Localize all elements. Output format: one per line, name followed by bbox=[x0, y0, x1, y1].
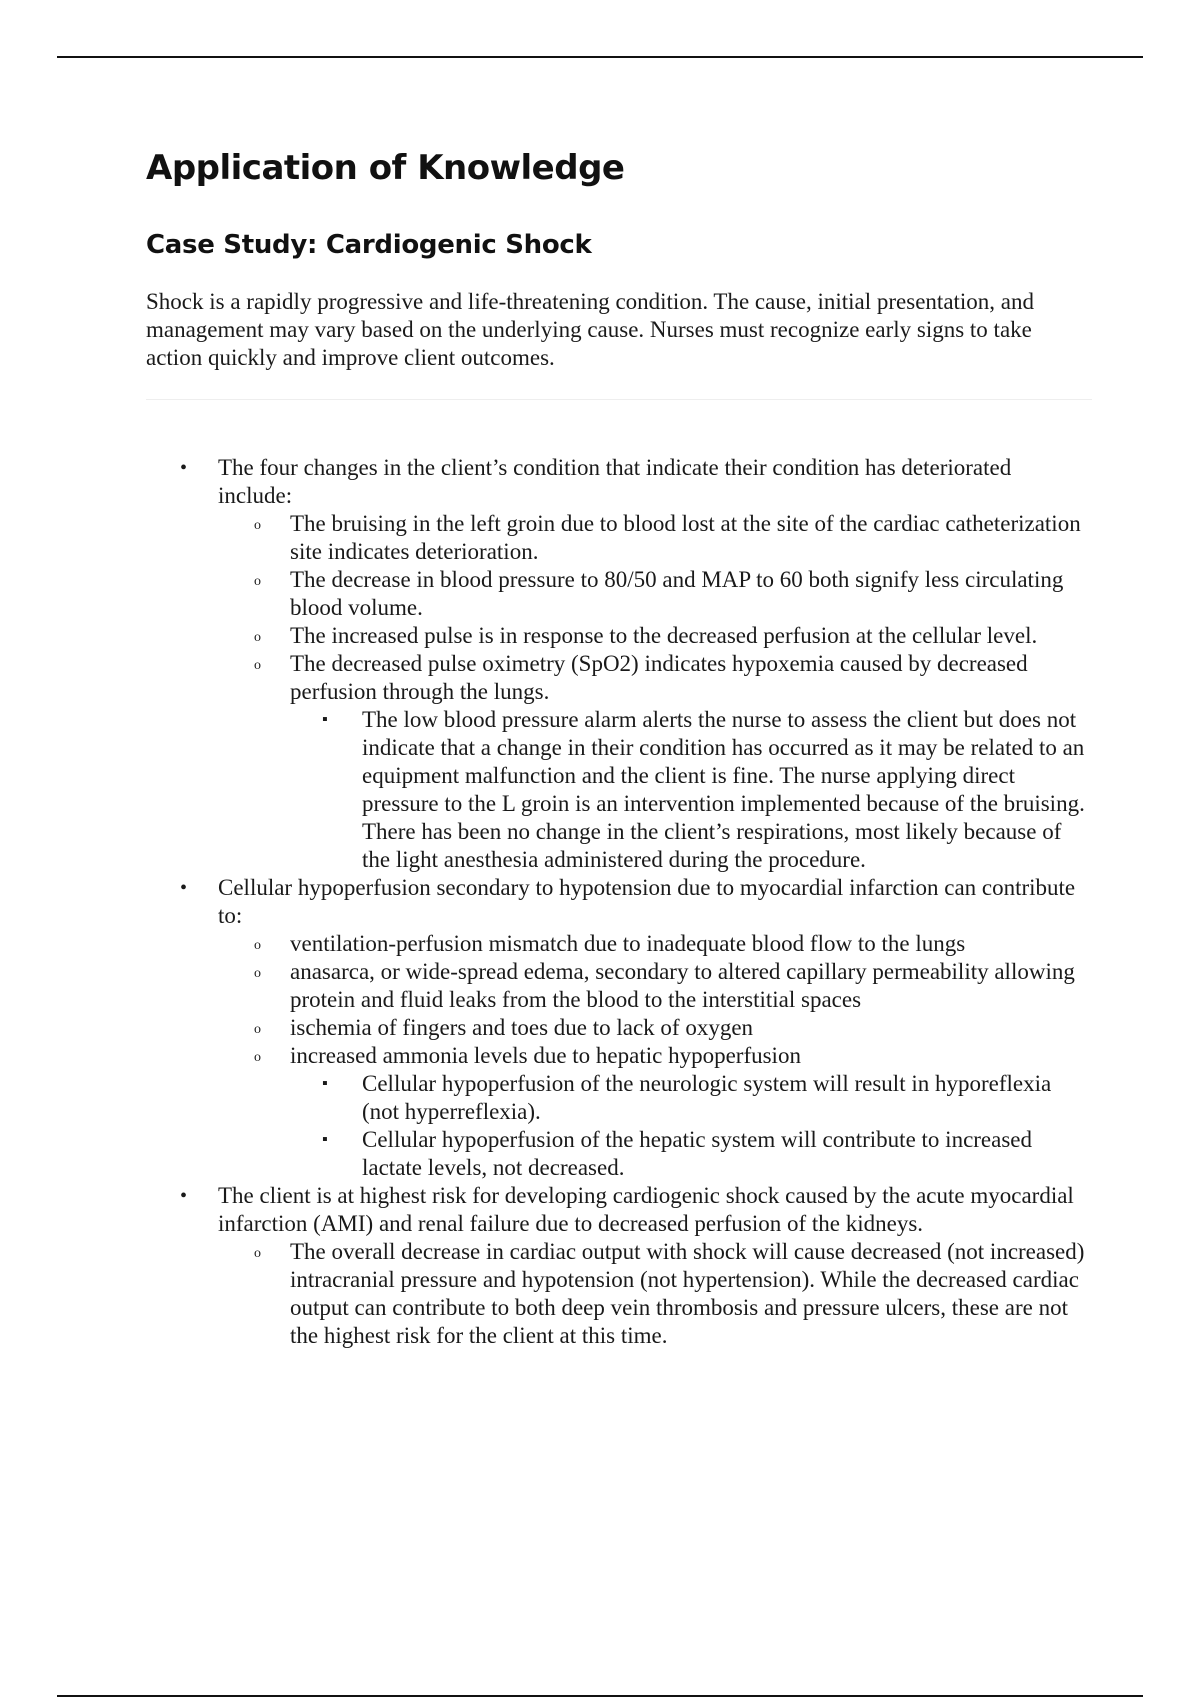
list-item-text: The client is at highest risk for developing cardiogenic shock caused by the acute myocardial infarction (AMI) and renal failure due to decreased perfusion of the kidneys. bbox=[218, 1183, 1074, 1236]
list-item bbox=[146, 1182, 1090, 1350]
bottom-rule bbox=[57, 1695, 1143, 1697]
case-study-heading: Case Study: Cardiogenic Shock bbox=[146, 230, 592, 260]
list-item-text: increased ammonia levels due to hepatic hypoperfusion bbox=[290, 1043, 801, 1068]
list-item bbox=[146, 454, 1090, 874]
list-item-text: Cellular hypoperfusion secondary to hypotension due to myocardial infarction can contribute to: bbox=[218, 875, 1076, 928]
sub-list bbox=[218, 930, 1090, 1182]
document-body bbox=[146, 148, 1090, 1350]
sub-list bbox=[218, 510, 1090, 874]
list-item: ▪ Cellular hypoperfusion of the neurologic system will result in hyporeflexia (not hyperreflexia). bbox=[290, 1070, 1090, 1126]
key-points-list bbox=[146, 454, 1090, 1350]
list-item-text: The decreased pulse oximetry (SpO2) indicates hypoxemia caused by decreased perfusion through the lungs. bbox=[290, 651, 1028, 704]
list-item: o The increased pulse is in response to the decreased perfusion at the cellular level. bbox=[218, 622, 1090, 650]
list-item: o The bruising in the left groin due to blood lost at the site of the cardiac catheterization site indicates deterioration. bbox=[218, 510, 1090, 566]
list-item: ▪ Cellular hypoperfusion of the hepatic system will contribute to increased lactate levels, not decreased. bbox=[290, 1126, 1090, 1182]
section-divider bbox=[146, 399, 1092, 400]
list-item: o anasarca, or wide-spread edema, secondary to altered capillary permeability allowing protein and fluid leaks from the blood to the interstitial spaces bbox=[218, 958, 1090, 1014]
list-item: o The overall decrease in cardiac output with shock will cause decreased (not increased) intracranial pressure and hypotension (not hypertension). While the decreased cardiac output can contribute to both deep vein thrombosis and pressure ulcers, these are not the highest risk for the client at this time. bbox=[218, 1238, 1090, 1350]
sub-list bbox=[218, 1238, 1090, 1350]
intro-paragraph: Shock is a rapidly progressive and life-threatening condition. The cause, initial presentation, and management may vary based on the underlying cause. Nurses must recognize early signs to take action quickly and improve client outcomes. bbox=[146, 289, 1035, 370]
sub-sub-list bbox=[290, 706, 1090, 874]
list-item bbox=[146, 874, 1090, 1182]
top-rule bbox=[57, 56, 1143, 58]
list-item-text: The four changes in the client’s condition that indicate their condition has deteriorated include: bbox=[218, 455, 1012, 508]
page-title: Application of Knowledge bbox=[146, 148, 625, 188]
list-item: ▪ The low blood pressure alarm alerts the nurse to assess the client but does not indicate that a change in their condition has occurred as it may be related to an equipment malfunction and the client is fine. The nurse applying direct pressure to the L groin is an intervention implemented because of the bruising. There has been no change in the client’s respirations, most likely because of the light anesthesia administered during the procedure. bbox=[290, 706, 1090, 874]
list-item bbox=[218, 1042, 1090, 1182]
sub-sub-list bbox=[290, 1070, 1090, 1182]
list-item: o The decrease in blood pressure to 80/50 and MAP to 60 both signify less circulating blood volume. bbox=[218, 566, 1090, 622]
list-item: o ventilation-perfusion mismatch due to inadequate blood flow to the lungs bbox=[218, 930, 1090, 958]
list-item: o ischemia of fingers and toes due to lack of oxygen bbox=[218, 1014, 1090, 1042]
list-item bbox=[218, 650, 1090, 874]
